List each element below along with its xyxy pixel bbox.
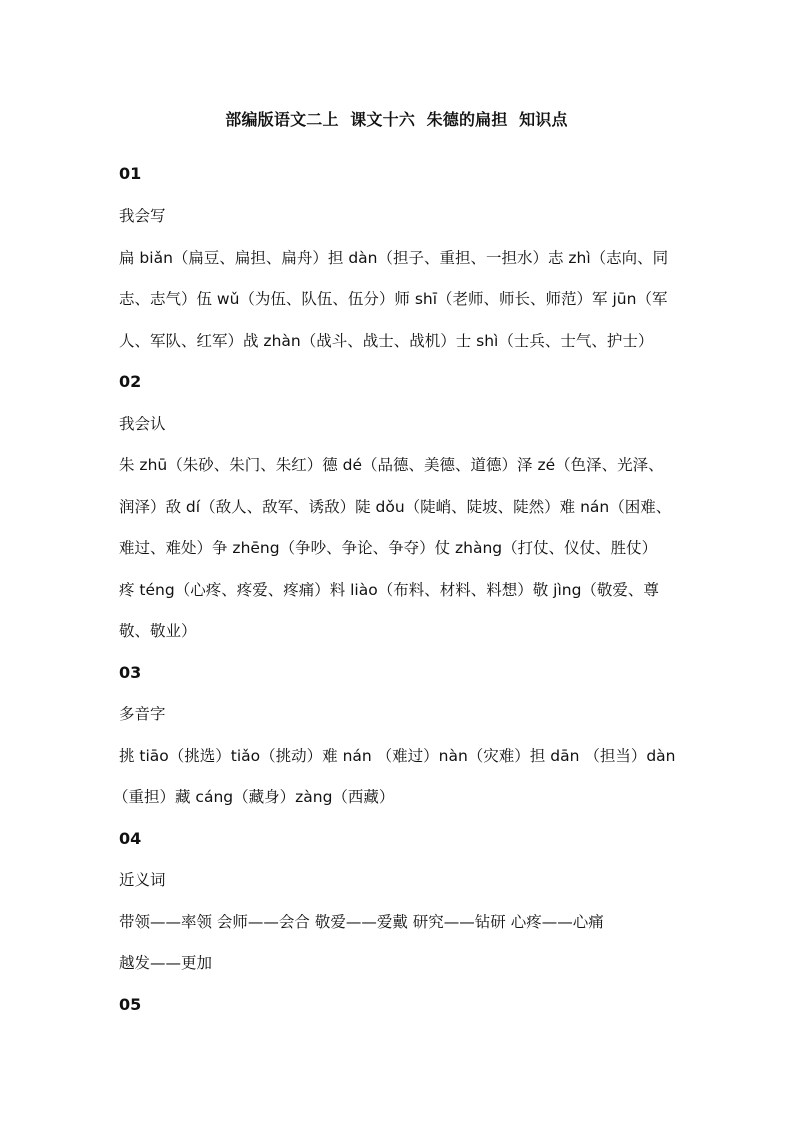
text-line: 挑 tiāo（挑选）tiǎo（挑动）难 nán （难过）nàn（灾难）担 dān （担当）dàn <box>119 747 676 765</box>
section-heading-write: 我会写 <box>119 207 166 225</box>
text-line: 人、军队、红军）战 zhàn（战斗、战士、战机）士 shì（士兵、士气、护士） <box>119 332 654 350</box>
section-number-05: 05 <box>119 995 142 1014</box>
text-line: （重担）藏 cáng（藏身）zàng（西藏） <box>113 788 395 806</box>
text-line: 越发——更加 <box>119 954 213 972</box>
text-line: 志、志气）伍 wǔ（为伍、队伍、伍分）师 shī（老师、师长、师范）军 jūn（军 <box>119 290 668 308</box>
section-number-02: 02 <box>119 372 142 391</box>
text-line: 扁 biǎn（扁豆、扁担、扁舟）担 dàn（担子、重担、一担水）志 zhì（志向、同 <box>119 249 669 267</box>
section-heading-recognize: 我会认 <box>119 415 166 433</box>
section-number-04: 04 <box>119 829 142 848</box>
section-number-01: 01 <box>119 164 142 183</box>
section-heading-synonyms: 近义词 <box>119 871 166 889</box>
section-number-03: 03 <box>119 663 142 682</box>
text-line: 朱 zhū（朱砂、朱门、朱红）德 dé（品德、美德、道德）泽 zé（色泽、光泽、 <box>119 456 664 474</box>
text-line: 敬、敬业） <box>119 622 197 640</box>
text-line: 带领——率领 会师——会合 敬爱——爱戴 研究——钻研 心疼——心痛 <box>119 913 604 931</box>
text-line: 润泽）敌 dí（敌人、敌军、诱敌）陡 dǒu（陡峭、陡坡、陡然）难 nán（困难、 <box>119 498 672 516</box>
text-line: 难过、难处）争 zhēng（争吵、争论、争夺）仗 zhàng（打仗、仪仗、胜仗） <box>119 539 658 557</box>
text-line: 疼 téng（心疼、疼爱、疼痛）料 liào（布料、材料、料想）敬 jìng（敬爱、尊 <box>119 581 659 599</box>
document-title: 部编版语文二上 课文十六 朱德的扁担 知识点 <box>225 110 568 129</box>
section-heading-polyphones: 多音字 <box>119 705 166 723</box>
